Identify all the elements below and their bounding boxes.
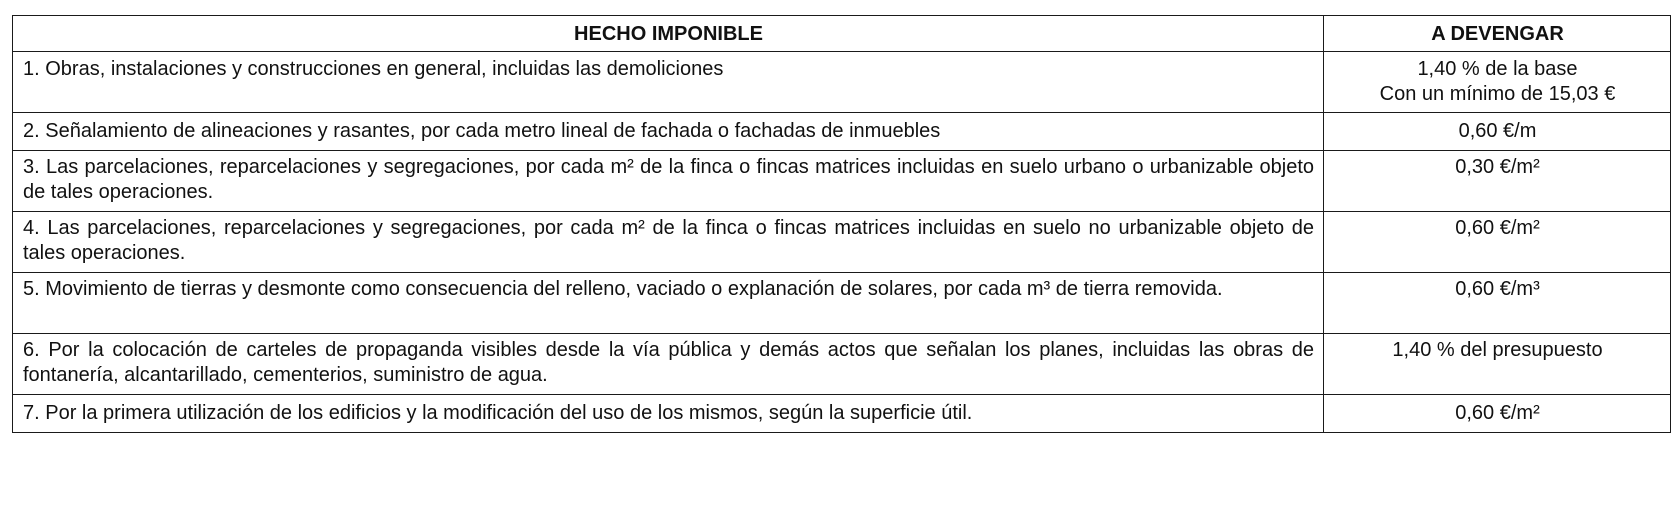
- row-concept-1: 1. Obras, instalaciones y construcciones en general, incluidas las demoliciones: [13, 52, 1324, 113]
- row-amount-6: 1,40 % del presupuesto: [1324, 334, 1671, 395]
- amount-rate: 1,40 % de la base: [1417, 58, 1578, 80]
- table-header-row: [13, 16, 1671, 52]
- table-row: [13, 113, 1671, 151]
- header-hecho-imponible: HECHO IMPONIBLE: [13, 16, 1324, 52]
- tax-rate-table: [12, 15, 1671, 433]
- row-concept-6: 6. Por la colocación de carteles de propaganda visibles desde la vía pública y demás actos que señalan los planes, incluidas las obras de fontanería, alcantarillado, cementerios, suministro de agua.: [13, 334, 1324, 395]
- table-row: [13, 52, 1671, 113]
- table-row: [13, 273, 1671, 334]
- table-row: [13, 151, 1671, 212]
- amount-minimum: Con un mínimo de 15,03 €: [1379, 83, 1616, 105]
- row-amount-5: 0,60 €/m³: [1324, 273, 1671, 334]
- row-concept-2: 2. Señalamiento de alineaciones y rasantes, por cada metro lineal de fachada o fachadas de inmuebles: [13, 113, 1324, 151]
- row-amount-7: 0,60 €/m²: [1324, 395, 1671, 433]
- table-row: [13, 334, 1671, 395]
- row-amount-3: 0,30 €/m²: [1324, 151, 1671, 212]
- table-row: [13, 212, 1671, 273]
- row-amount-2: 0,60 €/m: [1324, 113, 1671, 151]
- row-concept-3: 3. Las parcelaciones, reparcelaciones y segregaciones, por cada m² de la finca o fincas matrices incluidas en suelo urbano o urbanizable objeto de tales operaciones.: [13, 151, 1324, 212]
- row-amount-1: [1324, 52, 1671, 113]
- table-row: [13, 395, 1671, 433]
- header-a-devengar: A DEVENGAR: [1324, 16, 1671, 52]
- row-concept-7: 7. Por la primera utilización de los edificios y la modificación del uso de los mismos, según la superficie útil.: [13, 395, 1324, 433]
- row-concept-5: 5. Movimiento de tierras y desmonte como consecuencia del relleno, vaciado o explanación de solares, por cada m³ de tierra removida.: [13, 273, 1324, 334]
- row-amount-4: 0,60 €/m²: [1324, 212, 1671, 273]
- row-concept-4: 4. Las parcelaciones, reparcelaciones y segregaciones, por cada m² de la finca o fincas matrices incluidas en suelo no urbanizable objeto de tales operaciones.: [13, 212, 1324, 273]
